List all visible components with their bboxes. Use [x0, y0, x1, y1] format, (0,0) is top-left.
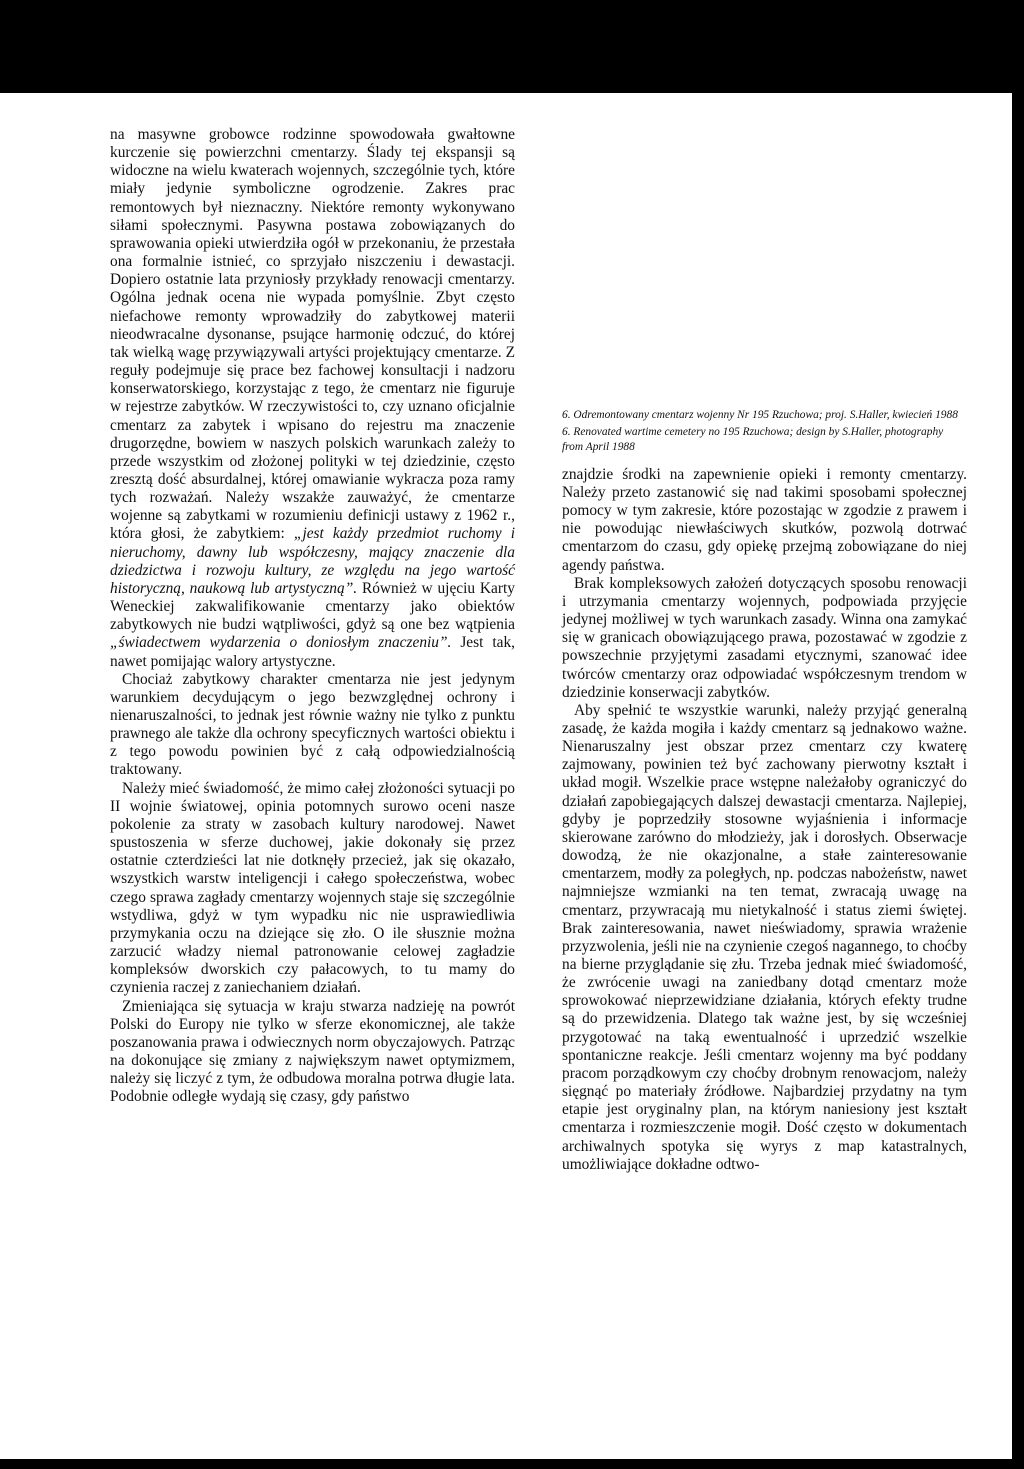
top-black-band — [0, 0, 1024, 93]
right-column-body — [562, 466, 967, 1174]
italic-quote: „świadectwem wydarzenia o doniosłym znaczeniu”. — [110, 634, 452, 652]
text-run: na masywne grobowce rodzinne spowodowała gwałtowne kurczenie się powierzchni cmentarzy. Ślady tej ekspansji są widoczne na wielu kwaterach wojennych, szczególnie tych, które miały jedynie symboliczne ogrodzenie. Zakres prac remontowych był nieznaczny. Niektóre remonty wykonywano siłami społecznymi. Pasywna postawa zobowiązanych do sprawowania opieki utwierdziła ogół w przekonaniu, że przestała ona formalnie istnieć, co sprzyjało niszczeniu i dewastacji. Dopiero ostatnie lata przyniosły przykłady renowacji cmentarzy. Ogólna jednak ocena nie wypada pomyślnie. Zbyt często niefachowe remonty wprowadziły do zabytkowej materii nieodwracalne dysonanse, psujące harmonię odczuć, do której tak wielką wagę przywiązywali artyści projektujący cmentarze. Z reguły podejmuje się prace bez fachowej konsultacji i nadzoru konserwatorskiego, korzystając z tego, że cmentarz nie figuruje w rejestrze zabytków. W rzeczywistości to, czy uznano oficjalnie cmentarz za zabytek i wpisano do rejestru ma znaczenie drugorzędne, bowiem w naszych polskich warunkach zależy to przede wszystkim od złożonej polityki w tej dziedzinie, często zresztą dość absurdalnej, której omawianie wykracza poza ramy tych rozważań. Należy wszakże zauważyć, że cmentarze wojenne są zabytkami w rozumieniu definicji ustawy z 1962 r., która głosi, że zabytkiem: — [110, 126, 515, 543]
text-run: Należy mieć świadomość, że mimo całej złożoności sytuacji po II wojnie światowej, opinia potomnych surowo oceni nasze pokolenie za straty w zasobach kultury narodowej. Nawet spustoszenia w sferze duchowej, jakie dokonały się przez ostatnie czterdzieści lat nie dotknęły przecież, jak się okazało, wszystkich warstw inteligencji i całego społeczeństwa, wobec czego sprawa zagłady cmentarzy wojennych staje się szczególnie wstydliwa, gdyż w tym wypadku nic nie usprawiedliwia przymykania oczu na dziejące się zło. O ile słusznie można zarzucić władzy niemal patronowanie celowej zagładzie kompleksów dworskich czy pałacowych, to tu mamy do czynienia raczej z zaniechaniem działań. — [110, 779, 515, 997]
caption-english: 6. Renovated wartime cemetery no 195 Rzuchowa; design by S.Haller, photography from April 1988 — [562, 425, 944, 454]
left-text-column — [110, 126, 515, 1106]
text-run: Brak kompleksowych założeń dotyczących sposobu renowacji i utrzymania cmentarzy wojennych, podpowiada przyjęcie jedynej możliwej w tych warunkach zasady. Winna ona zamykać się w granicach obowiązującego prawa, pozostawać w zgodzie z powszechnie przyjętymi zasadami etycznymi, szanować idee twórców cmentarzy oraz odpowiadać współczesnym trendom w dziedzinie konserwacji zabytków. — [562, 574, 967, 701]
paragraph — [562, 466, 967, 575]
italic-quote: „jest każdy przedmiot ruchomy i nieruchomy, dawny lub współczesny, mający znaczenie dla dziedzictwa i rozwoju kultury, ze względu na jego wartość historyczną, naukową lub artystyczną”. — [110, 525, 515, 597]
figure-caption — [562, 408, 967, 456]
bottom-black-edge — [0, 1459, 1024, 1469]
right-text-column — [562, 408, 967, 1174]
paragraph — [562, 702, 967, 1174]
paragraph — [110, 998, 515, 1107]
paragraph — [110, 671, 515, 780]
paragraph — [562, 575, 967, 702]
right-black-edge — [1012, 0, 1024, 1469]
paragraph — [110, 126, 515, 671]
text-run: Aby spełnić te wszystkie warunki, należy przyjąć generalną zasadę, że każda mogiła i każdy cmentarz są jednakowo ważne. Nienaruszalny jest obszar przez cmentarz czy kwaterę zajmowany, powinien też być zachowany pierwotny kształt i układ mogił. Wszelkie prace wstępne należałoby ograniczyć do działań zapobiegających dalszej dewastacji cmentarza. Najlepiej, gdyby je poprzedziły stosowne wyjaśnienia i informacje skierowane zarówno do młodzieży, jak i dorosłych. Obserwacje dowodzą, że nie okazjonalne, a stałe zainteresowanie cmentarzem, modły za poległych, np. podczas nabożeństw, nawet najmniejsze wzmianki na ten temat, zwracają uwagę na cmentarz, przywracają mu nietykalność i status ziemi świętej. Brak zainteresowania, nawet nieświadomy, sprawia wrażenie przyzwolenia, jeśli nie na czynienie czegoś nagannego, to choćby na bierne przyglądanie się złu. Trzeba jednak mieć świadomość, że zwrócenie uwagi na zaniedbany dotąd cmentarz może sprowokować nieprzewidziane działania, których efekty trudne są do przewidzenia. Dlatego tak ważne jest, by się wcześniej przygotować na taką ewentualność i uprzedzić wszelkie spontaniczne reakcje. Jeśli cmentarz wojenny ma być poddany pracom porządkowym czy choćby drobnym renowacjom, należy sięgnąć po materiały źródłowe. Najbardziej przydatny na tym etapie jest oryginalny plan, na którym naniesiony jest kształt cmentarza i rozmieszczenie mogił. Dość często w dokumentach archiwalnych spotyka się wyrys z map katastralnych, umożliwiające dokładne odtwo- — [562, 701, 967, 1173]
text-run: Chociaż zabytkowy charakter cmentarza nie jest jedynym warunkiem decydującym o jego bezwzględnej ochrony i nienaruszalności, to jednak jest równie ważny nie tylko z punktu prawnego ale także dla ochrony specyficznych wartości obiektu i z tego powodu powinien być z całą odpowiedzialnością traktowany. — [110, 670, 515, 779]
text-run: Również w ujęciu Karty Weneckiej zakwalifikowanie cmentarzy jako obiektów zabytkowych nie budzi wątpliwości, gdyż są one bez wątpienia — [110, 579, 515, 634]
caption-polish: 6. Odremontowany cmentarz wojenny Nr 195 Rzuchowa; proj. S.Haller, kwiecień 1988 — [562, 409, 958, 421]
text-run: Jest tak, nawet pomijając walory artystyczne. — [110, 634, 515, 670]
text-run: znajdzie środki na zapewnienie opieki i remonty cmentarzy. Należy przeto zastanowić się nad takimi sposobami społecznej pomocy w tym zakresie, które pozostając w zgodzie z prawem i nie powodując niewłaściwych skutków, pozwolą dotrwać cmentarzom do czasu, gdy opiekę przejmą zobowiązane do niej agendy państwa. — [562, 465, 967, 574]
text-run: Zmieniająca się sytuacja w kraju stwarza nadzieję na powrót Polski do Europy nie tylko w sferze ekonomicznej, ale także poszanowania prawa i odwiecznych norm obyczajowych. Patrząc na dokonujące się zmiany z największym nawet optymizmem, należy się liczyć z tym, że odbudowa moralna potrwa długie lata. Podobnie odległe wydają się czasy, gdy państwo — [110, 997, 515, 1106]
paragraph — [110, 780, 515, 998]
